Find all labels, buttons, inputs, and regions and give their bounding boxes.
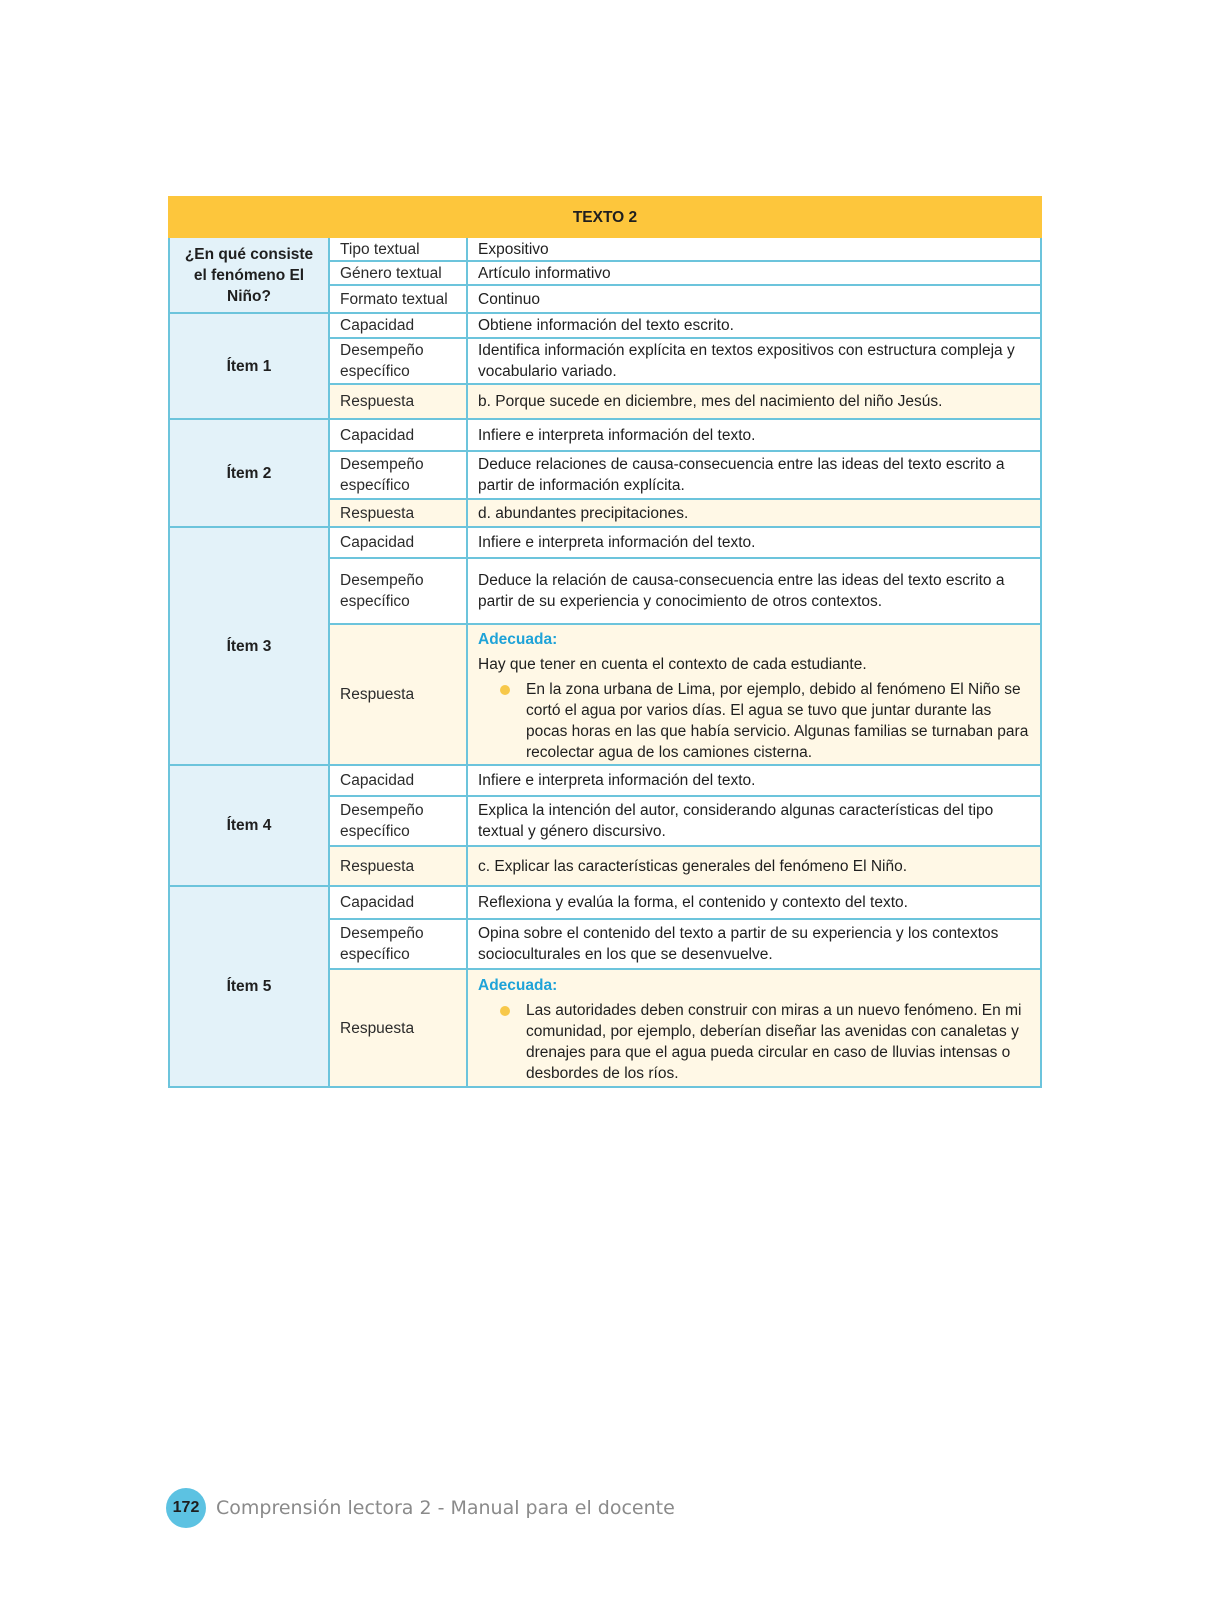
- row-label: Capacidad: [329, 419, 467, 451]
- row-label: Respuesta: [329, 969, 467, 1087]
- row-label: Género textual: [329, 261, 467, 285]
- row-value: Artículo informativo: [467, 261, 1041, 285]
- row-label: Respuesta: [329, 384, 467, 419]
- desempeno-value: Deduce la relación de causa-consecuencia entre las ideas del texto escrito a partir de su experiencia y conocimiento de otros contextos.: [467, 558, 1041, 624]
- intro-question: ¿En qué consiste el fenómeno El Niño?: [169, 237, 329, 313]
- row-label: Respuesta: [329, 624, 467, 765]
- respuesta-value: d. abundantes precipitaciones.: [467, 499, 1041, 527]
- bullet-item: [496, 1000, 1030, 1084]
- adecuada-heading: Adecuada:: [478, 976, 558, 994]
- bullet-dot-icon: [500, 1006, 510, 1016]
- item-title: Ítem 3: [169, 527, 329, 765]
- item-row: [169, 765, 1041, 796]
- bullet-text: Las autoridades deben construir con miras a un nuevo fenómeno. En mi comunidad, por ejemplo, deberían diseñar las avenidas con canaletas y drenajes para que el agua pueda circular en caso de lluvias intensas o desbordes de los ríos.: [526, 1001, 1022, 1082]
- item-title: Ítem 5: [169, 886, 329, 1087]
- capacidad-value: Reflexiona y evalúa la forma, el contenido y contexto del texto.: [467, 886, 1041, 919]
- item-row: [169, 527, 1041, 558]
- item-title: Ítem 1: [169, 313, 329, 419]
- bullet-item: [496, 679, 1030, 763]
- item-title: Ítem 4: [169, 765, 329, 886]
- page-footer: [166, 1488, 675, 1528]
- capacidad-value: Infiere e interpreta información del texto.: [467, 765, 1041, 796]
- row-label: Desempeño específico: [329, 558, 467, 624]
- bullet-text: En la zona urbana de Lima, por ejemplo, debido al fenómeno El Niño se cortó el agua por varios días. El agua se tuvo que juntar durante las pocas horas en las que había servicio. Algunas familias se turnaban para recolectar agua de los camiones cisterna.: [526, 680, 1029, 761]
- desempeno-value: Deduce relaciones de causa-consecuencia entre las ideas del texto escrito a partir de información explícita.: [467, 451, 1041, 499]
- desempeno-value: Explica la intención del autor, considerando algunas características del tipo textual y género discursivo.: [467, 796, 1041, 846]
- row-label: Desempeño específico: [329, 919, 467, 969]
- item-row: [169, 886, 1041, 919]
- row-label: Capacidad: [329, 313, 467, 338]
- row-label: Formato textual: [329, 285, 467, 313]
- desempeno-value: Opina sobre el contenido del texto a partir de su experiencia y los contextos socioculturales en los que se desenvuelve.: [467, 919, 1041, 969]
- evaluation-table: [168, 196, 1042, 1088]
- adecuada-heading: Adecuada:: [478, 630, 558, 648]
- row-label: Respuesta: [329, 499, 467, 527]
- intro-row: [169, 237, 1041, 261]
- item-row: [169, 419, 1041, 451]
- bullet-dot-icon: [500, 685, 510, 695]
- row-label: Tipo textual: [329, 237, 467, 261]
- table-title: TEXTO 2: [169, 197, 1041, 237]
- row-label: Respuesta: [329, 846, 467, 886]
- item-title: Ítem 2: [169, 419, 329, 527]
- respuesta-value: [467, 969, 1041, 1087]
- row-label: Desempeño específico: [329, 338, 467, 384]
- capacidad-value: Obtiene información del texto escrito.: [467, 313, 1041, 338]
- row-value: Continuo: [467, 285, 1041, 313]
- capacidad-value: Infiere e interpreta información del texto.: [467, 527, 1041, 558]
- page-number-badge: 172: [166, 1488, 206, 1528]
- respuesta-value: c. Explicar las características generales del fenómeno El Niño.: [467, 846, 1041, 886]
- desempeno-value: Identifica información explícita en textos expositivos con estructura compleja y vocabulario variado.: [467, 338, 1041, 384]
- item-row: [169, 313, 1041, 338]
- footer-title: Comprensión lectora 2 - Manual para el docente: [216, 1497, 675, 1519]
- capacidad-value: Infiere e interpreta información del texto.: [467, 419, 1041, 451]
- table-header-row: [169, 197, 1041, 237]
- respuesta-value: [467, 624, 1041, 765]
- row-value: Expositivo: [467, 237, 1041, 261]
- respuesta-value: b. Porque sucede en diciembre, mes del nacimiento del niño Jesús.: [467, 384, 1041, 419]
- row-label: Capacidad: [329, 886, 467, 919]
- row-label: Capacidad: [329, 527, 467, 558]
- row-label: Desempeño específico: [329, 451, 467, 499]
- row-label: Desempeño específico: [329, 796, 467, 846]
- respuesta-line: Hay que tener en cuenta el contexto de cada estudiante.: [478, 655, 867, 673]
- row-label: Capacidad: [329, 765, 467, 796]
